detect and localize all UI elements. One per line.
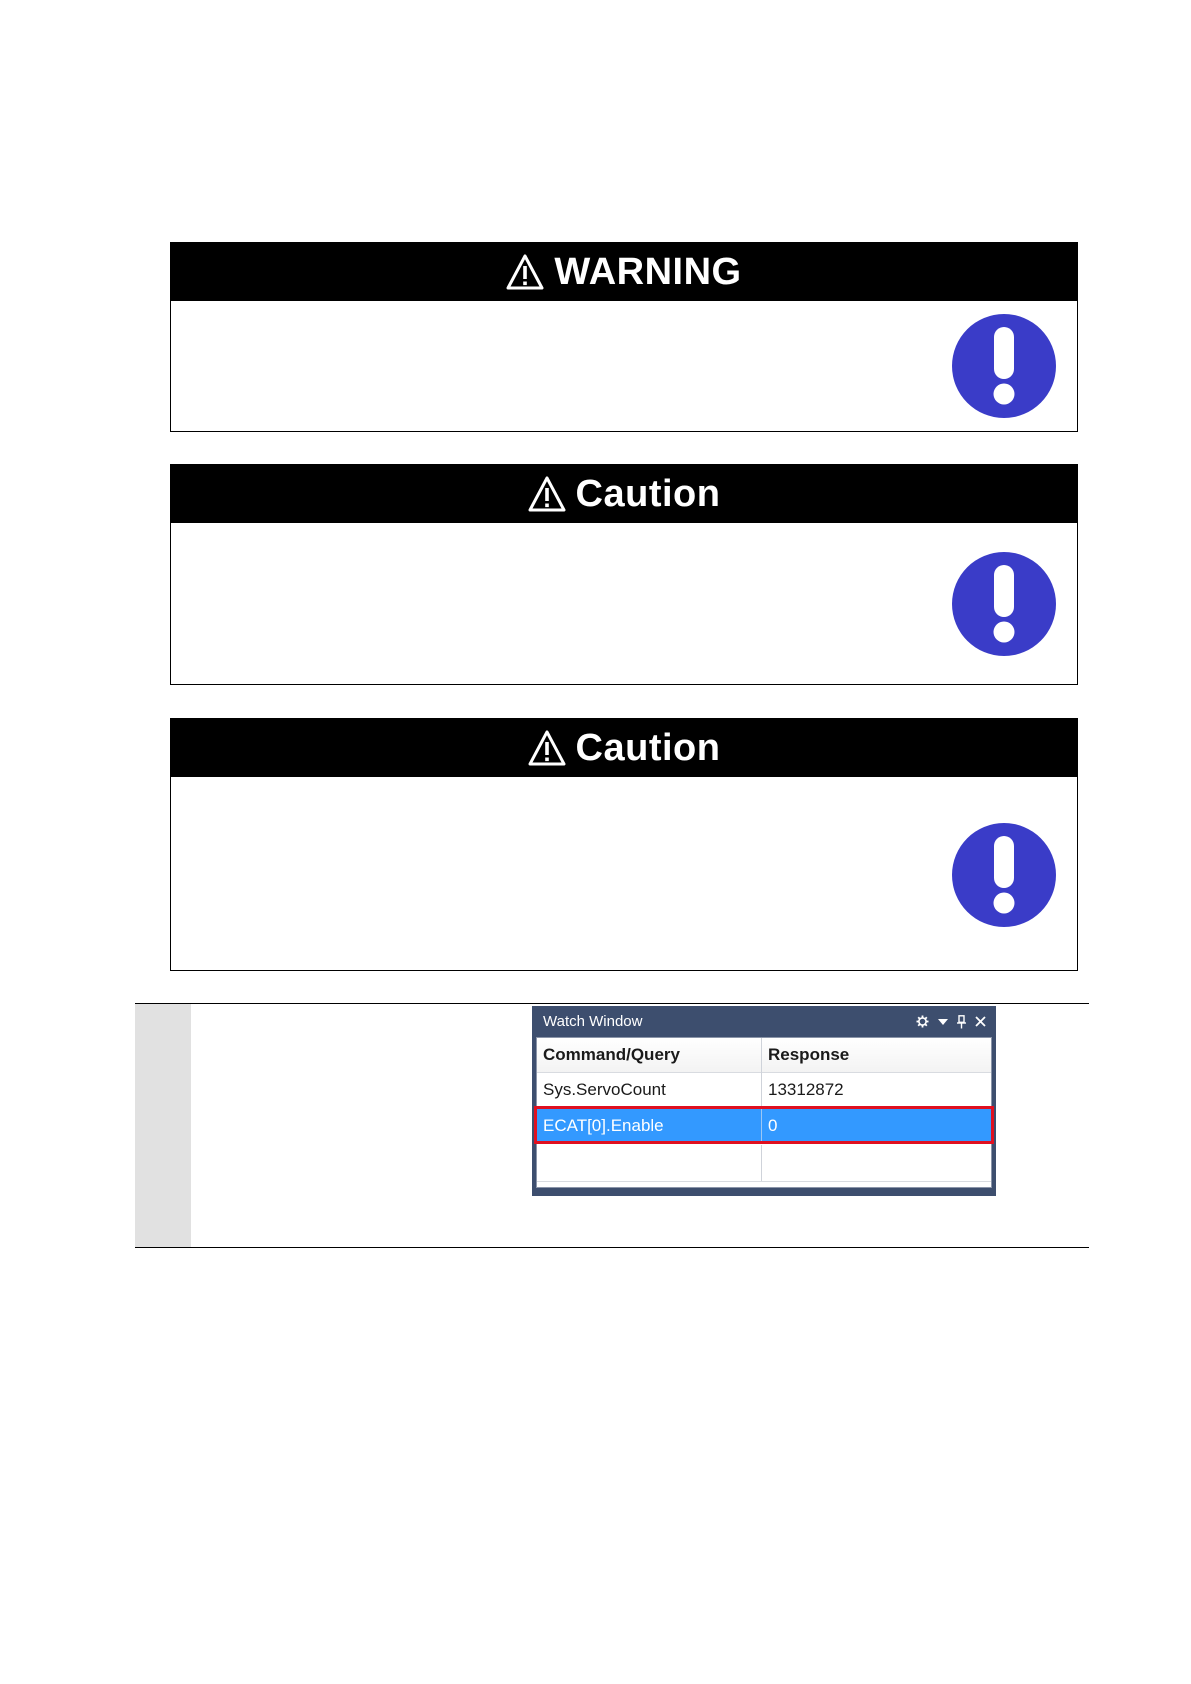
watch-grid xyxy=(536,1037,992,1188)
warning-triangle-icon xyxy=(528,730,566,766)
gear-icon[interactable] xyxy=(916,1015,929,1028)
mandatory-action-icon xyxy=(951,313,1057,419)
column-header-response[interactable]: Response xyxy=(768,1045,850,1064)
warning-header xyxy=(171,243,1077,301)
response-cell xyxy=(762,1145,991,1181)
warning-title: WARNING xyxy=(554,250,742,293)
dropdown-icon[interactable] xyxy=(938,1019,948,1025)
table-row[interactable] xyxy=(537,1072,991,1108)
response-cell: 0 xyxy=(768,1115,778,1135)
watch-window-title: Watch Window xyxy=(543,1013,643,1030)
watch-window xyxy=(532,1006,996,1196)
caution-header xyxy=(171,719,1077,777)
pin-icon[interactable] xyxy=(957,1015,966,1029)
warning-box xyxy=(170,242,1078,432)
caution-box xyxy=(170,718,1078,971)
mandatory-action-icon xyxy=(951,822,1057,928)
command-cell[interactable] xyxy=(537,1145,762,1181)
warning-triangle-icon xyxy=(506,254,544,290)
table-row-selected[interactable] xyxy=(537,1109,991,1142)
warning-triangle-icon xyxy=(528,476,566,512)
close-icon[interactable] xyxy=(975,1016,986,1027)
caution-header xyxy=(171,465,1077,523)
watch-window-titlebar[interactable] xyxy=(536,1006,992,1037)
caution-title: Caution xyxy=(575,472,721,515)
command-cell[interactable]: Sys.ServoCount xyxy=(537,1072,762,1107)
grid-header-row xyxy=(537,1038,991,1073)
column-header-command[interactable]: Command/Query xyxy=(537,1038,762,1072)
window-controls xyxy=(916,1015,992,1029)
step-number-column xyxy=(135,1004,191,1247)
caution-box xyxy=(170,464,1078,685)
response-cell: 13312872 xyxy=(768,1079,844,1099)
caution-title: Caution xyxy=(575,726,721,769)
command-cell[interactable]: ECAT[0].Enable xyxy=(537,1109,762,1142)
mandatory-action-icon xyxy=(951,551,1057,657)
table-row-empty[interactable] xyxy=(537,1145,991,1182)
